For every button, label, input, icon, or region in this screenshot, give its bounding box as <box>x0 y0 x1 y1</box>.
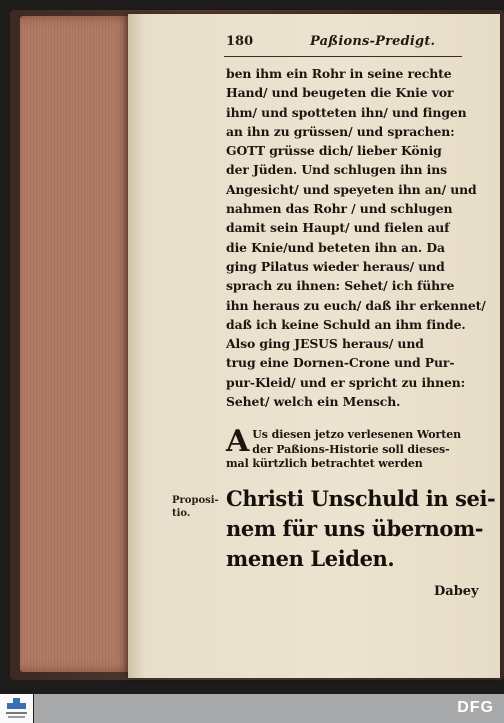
text-line: Also ging JESUS heraus/ und <box>226 336 424 352</box>
viewer-footer <box>0 694 504 723</box>
library-logo <box>0 694 33 723</box>
text-line: sprach zu ihnen: Sehet/ ich führe <box>226 278 455 294</box>
margin-note-line: Proposi- <box>172 495 219 506</box>
text-line: pur-Kleid/ und er spricht zu ihnen: <box>226 374 466 390</box>
text-line: damit sein Haupt/ und fielen auf <box>226 220 450 236</box>
text-line: trug eine Dornen-Crone und Pur- <box>226 355 455 371</box>
proposition-heading <box>226 484 496 574</box>
text-line: ben ihm ein Rohr in seine rechte <box>226 66 452 81</box>
text-line: Hand/ und beugeten die Knie vor <box>226 85 454 101</box>
body-text <box>226 64 486 411</box>
library-logo-icon <box>4 697 29 720</box>
text-line: Sehet/ welch ein Mensch. <box>226 394 401 410</box>
text-line: der Jüden. Und schlugen ihn ins <box>226 162 447 178</box>
page-edges <box>20 16 132 672</box>
heading-line: menen Leiden. <box>226 546 395 571</box>
margin-note <box>172 494 219 520</box>
catchword: Dabey <box>434 584 479 599</box>
text-line: daß ich keine Schuld an ihm finde. <box>226 316 466 332</box>
drop-cap: A <box>226 424 250 459</box>
intro-paragraph <box>226 424 462 472</box>
page-number: 180 <box>226 34 254 49</box>
text-line: ihn heraus zu euch/ daß ihr erkennet/ <box>226 297 486 313</box>
header-rule <box>224 56 462 57</box>
text-line: der Paßions-Historie soll dieses- <box>252 442 450 456</box>
page-header <box>226 34 458 52</box>
text-line: ging Pilatus wieder heraus/ und <box>226 258 445 274</box>
running-head: Paßions-Predigt. <box>310 34 436 49</box>
margin-note-line: tio. <box>172 508 191 519</box>
text-line: GOTT grüsse dich/ lieber König <box>226 143 442 159</box>
text-line: ihm/ und spotteten ihn/ und fingen <box>226 104 467 120</box>
text-line: Us diesen jetzo verlesenen Worten <box>252 428 462 441</box>
text-line: nahmen das Rohr / und schlugen <box>226 201 453 217</box>
text-line: die Knie/und beteten ihn an. Da <box>226 239 445 255</box>
text-line: Angesicht/ und speyeten ihn an/ und <box>226 181 477 197</box>
heading-line: Christi Unschuld in sei- <box>226 486 496 511</box>
heading-line: nem für uns übernom- <box>226 516 484 541</box>
text-line: mal kürtzlich betrachtet werden <box>226 457 423 470</box>
text-line: an ihn zu grüssen/ und sprachen: <box>226 123 455 139</box>
footer-bar <box>34 694 504 723</box>
dfg-logo: DFG <box>457 699 494 716</box>
